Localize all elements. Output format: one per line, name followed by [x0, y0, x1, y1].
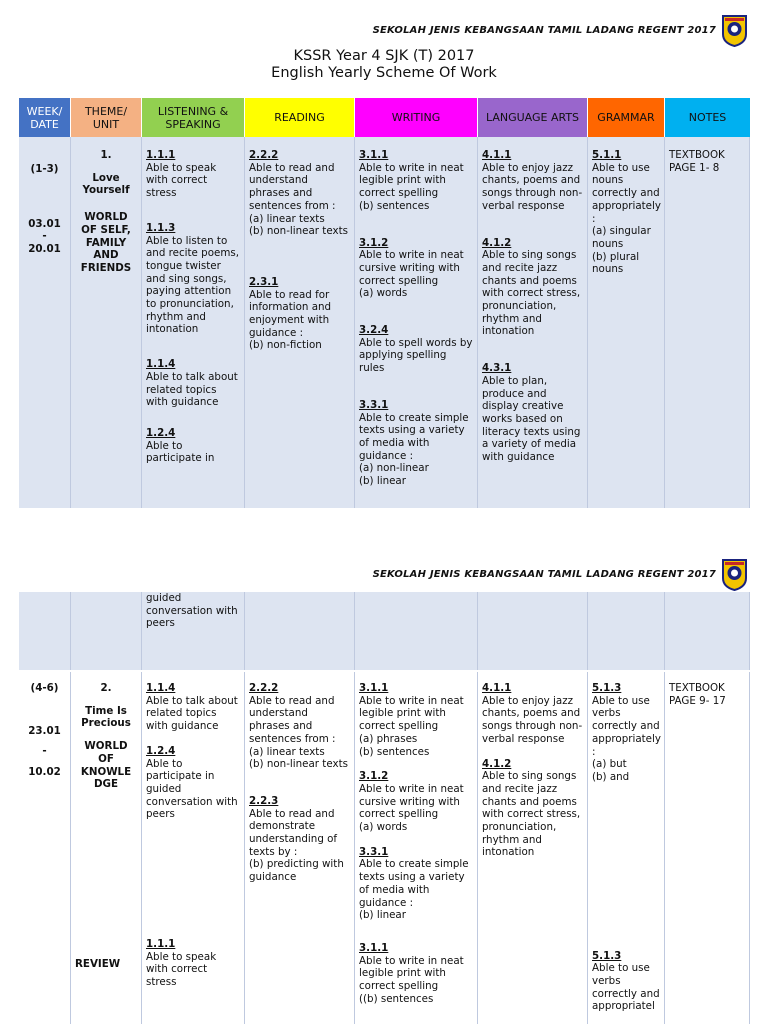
standard-code: 5.1.3	[592, 682, 622, 694]
listening-cell	[142, 137, 245, 508]
header-reading: READING	[245, 98, 355, 137]
standard-code: 3.3.1	[359, 845, 389, 858]
standard-text: Able to use nouns correctly and appropriately :	[592, 161, 661, 225]
standard-text: Able to read and demonstrate understanding of texts by :	[249, 807, 338, 858]
notes-cell	[665, 137, 750, 508]
standard-item	[359, 149, 473, 213]
standard-subitem: (a) words	[359, 821, 408, 834]
table-header-row	[19, 98, 750, 137]
standard-subitem: (b) sentences	[359, 745, 430, 758]
standard-text: Able to listen to and recite poems, tongue twister and sing songs, paying attention to pronunciation, rhythm and intonation	[146, 234, 239, 336]
standard-item	[592, 149, 660, 276]
standard-item	[482, 237, 583, 339]
unit-name: Love Yourself	[82, 171, 130, 197]
standard-item	[249, 149, 350, 238]
reading-cell	[245, 592, 355, 670]
listening-cell	[142, 592, 245, 670]
standard-code: 1.1.4	[146, 682, 176, 694]
standard-text: Able to use verbs correctly and appropriately :	[592, 694, 661, 758]
standard-item	[249, 276, 350, 352]
standard-item	[482, 758, 583, 860]
review-item	[146, 938, 240, 989]
standard-text: Able to enjoy jazz chants, poems and songs through non-verbal response	[482, 161, 583, 212]
standard-text: Able to plan, produce and display creative works based on literacy texts using a variety of media with guidance	[482, 374, 581, 464]
header-writing: WRITING	[355, 98, 478, 137]
standard-item	[359, 682, 473, 758]
standard-item	[146, 682, 240, 733]
standard-text: Able to talk about related topics with guidance	[146, 694, 238, 733]
standard-item	[359, 770, 473, 834]
header-week: WEEK/ DATE	[19, 98, 71, 137]
unit-number: 2.	[100, 682, 112, 694]
standard-code: 4.1.2	[482, 757, 512, 770]
notes-cell	[665, 592, 750, 670]
week-date-cell	[19, 672, 71, 1024]
week-date-cell	[19, 592, 71, 670]
standard-subitem: (a) but	[592, 758, 627, 771]
reading-cell	[245, 137, 355, 508]
standard-code: 1.1.1	[146, 938, 176, 951]
standard-item	[146, 745, 240, 821]
grammar-cell	[588, 672, 665, 1024]
standard-text: Able to speak with correct stress	[146, 161, 217, 200]
standard-code: 1.1.1	[146, 149, 176, 161]
unit-name: Time Is Precious	[81, 704, 131, 730]
language-arts-cell	[478, 672, 588, 1024]
grammar-cell	[588, 137, 665, 508]
standard-subitem: ((b) sentences	[359, 992, 434, 1005]
standard-text: Able to sing songs and recite jazz chants and poems with correct stress, pronunciation, rhythm and intonation	[482, 249, 581, 338]
writing-cell	[355, 592, 478, 670]
standard-text: Able to write in neat legible print with correct spelling	[359, 161, 464, 200]
standard-subitem: (b) non-linear texts	[249, 758, 348, 771]
standard-subitem: (b) predicting with guidance	[249, 858, 344, 884]
unit-theme: WORLD OF SELF, FAMILY AND FRIENDS	[80, 211, 132, 274]
standard-item	[146, 427, 240, 465]
standard-code: 3.1.2	[359, 770, 389, 783]
header-language: LANGUAGE ARTS	[478, 98, 588, 137]
standard-code: 5.1.1	[592, 149, 622, 161]
week-date-cell	[19, 137, 71, 508]
listening-cell	[142, 672, 245, 1024]
standard-item	[249, 682, 350, 771]
standard-item	[146, 358, 240, 409]
standard-item	[482, 362, 583, 464]
standard-code: 3.1.1	[359, 941, 389, 954]
review-item	[359, 942, 473, 1006]
table-row-continuation	[19, 592, 750, 670]
standard-code: 4.1.2	[482, 236, 512, 249]
standard-subitem: (b) and	[592, 770, 630, 783]
standard-text: Able to read for information and enjoyment with guidance :	[249, 288, 332, 339]
standard-text: Able to read and understand phrases and sentences from :	[249, 694, 336, 745]
standard-code: 4.1.1	[482, 149, 512, 161]
standard-text: Able to speak with correct stress	[146, 950, 217, 989]
standard-text: Able to write in neat cursive writing with correct spelling	[359, 782, 464, 821]
standard-subitem: (b) linear	[359, 475, 406, 488]
standard-subitem: (b) non-fiction	[249, 339, 322, 352]
standard-code: 4.3.1	[482, 362, 512, 375]
writing-cell	[355, 672, 478, 1024]
standard-subitem: (a) singular nouns	[592, 225, 651, 250]
school-logo	[721, 14, 748, 47]
end-date: 20.01	[28, 243, 61, 256]
standard-item	[359, 399, 473, 488]
school-name: SEKOLAH JENIS KEBANGSAAN TAMIL LADANG REGENT 2017	[372, 25, 716, 36]
unit-theme: WORLD OF KNOWLE DGE	[80, 740, 132, 791]
week-range: (1-3)	[30, 163, 59, 175]
standard-code: 1.1.4	[146, 358, 176, 371]
standard-text: Able to talk about related topics with guidance	[146, 370, 238, 409]
standard-code: 3.2.4	[359, 324, 389, 337]
standard-item	[592, 682, 660, 784]
standard-subitem: (b) plural nouns	[592, 250, 640, 276]
standard-item	[249, 795, 350, 884]
standard-code: 3.1.2	[359, 236, 389, 249]
standard-text: guided conversation with peers	[146, 592, 238, 630]
standard-item	[359, 324, 473, 375]
standard-item	[359, 846, 473, 922]
standard-code: 3.1.1	[359, 149, 389, 161]
standard-code: 5.1.3	[592, 949, 622, 962]
theme-cell	[71, 592, 142, 670]
standard-text: Able to write in neat legible print with correct spelling	[359, 954, 464, 993]
language-arts-cell	[478, 592, 588, 670]
start-date: 23.01	[28, 724, 61, 737]
standard-subitem: (a) linear texts	[249, 745, 325, 758]
header-notes: NOTES	[665, 98, 750, 137]
standard-code: 3.1.1	[359, 682, 389, 694]
header-grammar: GRAMMAR	[588, 98, 665, 137]
week-range: (4-6)	[30, 682, 59, 694]
standard-subitem: (a) linear texts	[249, 212, 325, 225]
standard-code: 1.2.4	[146, 744, 176, 757]
header-theme: THEME/ UNIT	[71, 98, 142, 137]
document-title: KSSR Year 4 SJK (T) 2017	[293, 48, 475, 64]
standard-item	[482, 682, 583, 746]
standard-text: Able to participate in guided conversation with peers	[146, 757, 238, 821]
language-arts-cell	[478, 137, 588, 508]
notes-text: TEXTBOOK PAGE 1- 8	[669, 149, 725, 174]
standard-text: Able to read and understand phrases and sentences from :	[249, 161, 336, 212]
date-dash: -	[42, 745, 47, 758]
reading-cell	[245, 672, 355, 1024]
standard-text: Able to create simple texts using a variety of media with guidance :	[359, 858, 469, 909]
start-date: 03.01	[28, 217, 61, 230]
notes-text: TEXTBOOK PAGE 9- 17	[669, 682, 726, 707]
standard-subitem: (a) words	[359, 287, 408, 300]
standard-text: Able to create simple texts using a variety of media with guidance :	[359, 411, 469, 462]
document-subtitle: English Yearly Scheme Of Work	[271, 65, 497, 81]
theme-cell	[71, 672, 142, 1024]
standard-code: 2.2.2	[249, 149, 279, 161]
standard-text: Able to write in neat cursive writing with correct spelling	[359, 249, 464, 287]
standard-subitem: (a) phrases	[359, 732, 418, 745]
standard-text: Able to write in neat legible print with correct spelling	[359, 694, 464, 733]
standard-code: 2.2.2	[249, 682, 279, 694]
grammar-cell	[588, 592, 665, 670]
standard-code: 2.3.1	[249, 275, 279, 288]
standard-item	[482, 149, 583, 213]
standard-subitem: (a) non-linear	[359, 462, 429, 475]
theme-cell	[71, 137, 142, 508]
standard-item	[146, 222, 240, 336]
writing-cell	[355, 137, 478, 508]
standard-text: Able to sing songs and recite jazz chants and poems with correct stress, pronunciation, rhythm and intonation	[482, 770, 581, 859]
standard-code: 3.3.1	[359, 398, 389, 411]
unit-number: 1.	[100, 149, 112, 161]
standard-subitem: (b) non-linear texts	[249, 225, 348, 238]
notes-cell	[665, 672, 750, 1024]
end-date: 10.02	[28, 766, 61, 779]
review-item	[592, 950, 660, 1014]
standard-text: Able to use verbs correctly and appropriatel	[592, 962, 660, 1013]
standard-subitem: (b) linear	[359, 909, 406, 922]
table-row-unit1	[19, 137, 750, 508]
standard-item	[359, 237, 473, 301]
school-name-page2: SEKOLAH JENIS KEBANGSAAN TAMIL LADANG REGENT 2017	[372, 569, 716, 580]
standard-text: Able to spell words by applying spelling rules	[359, 336, 473, 375]
standard-text: Able to participate in	[146, 439, 215, 465]
review-label: REVIEW	[75, 957, 121, 970]
standard-code: 2.2.3	[249, 794, 279, 807]
standard-code: 4.1.1	[482, 682, 512, 694]
standard-code: 1.1.3	[146, 221, 176, 234]
date-dash: -	[42, 230, 47, 243]
standard-item	[146, 149, 240, 200]
school-logo-page2	[721, 558, 748, 591]
standard-code: 1.2.4	[146, 426, 176, 439]
standard-text: Able to enjoy jazz chants, poems and songs through non-verbal response	[482, 694, 583, 745]
header-listening: LISTENING & SPEAKING	[142, 98, 245, 137]
standard-subitem: (b) sentences	[359, 199, 430, 212]
table-row-unit2	[19, 672, 750, 1024]
